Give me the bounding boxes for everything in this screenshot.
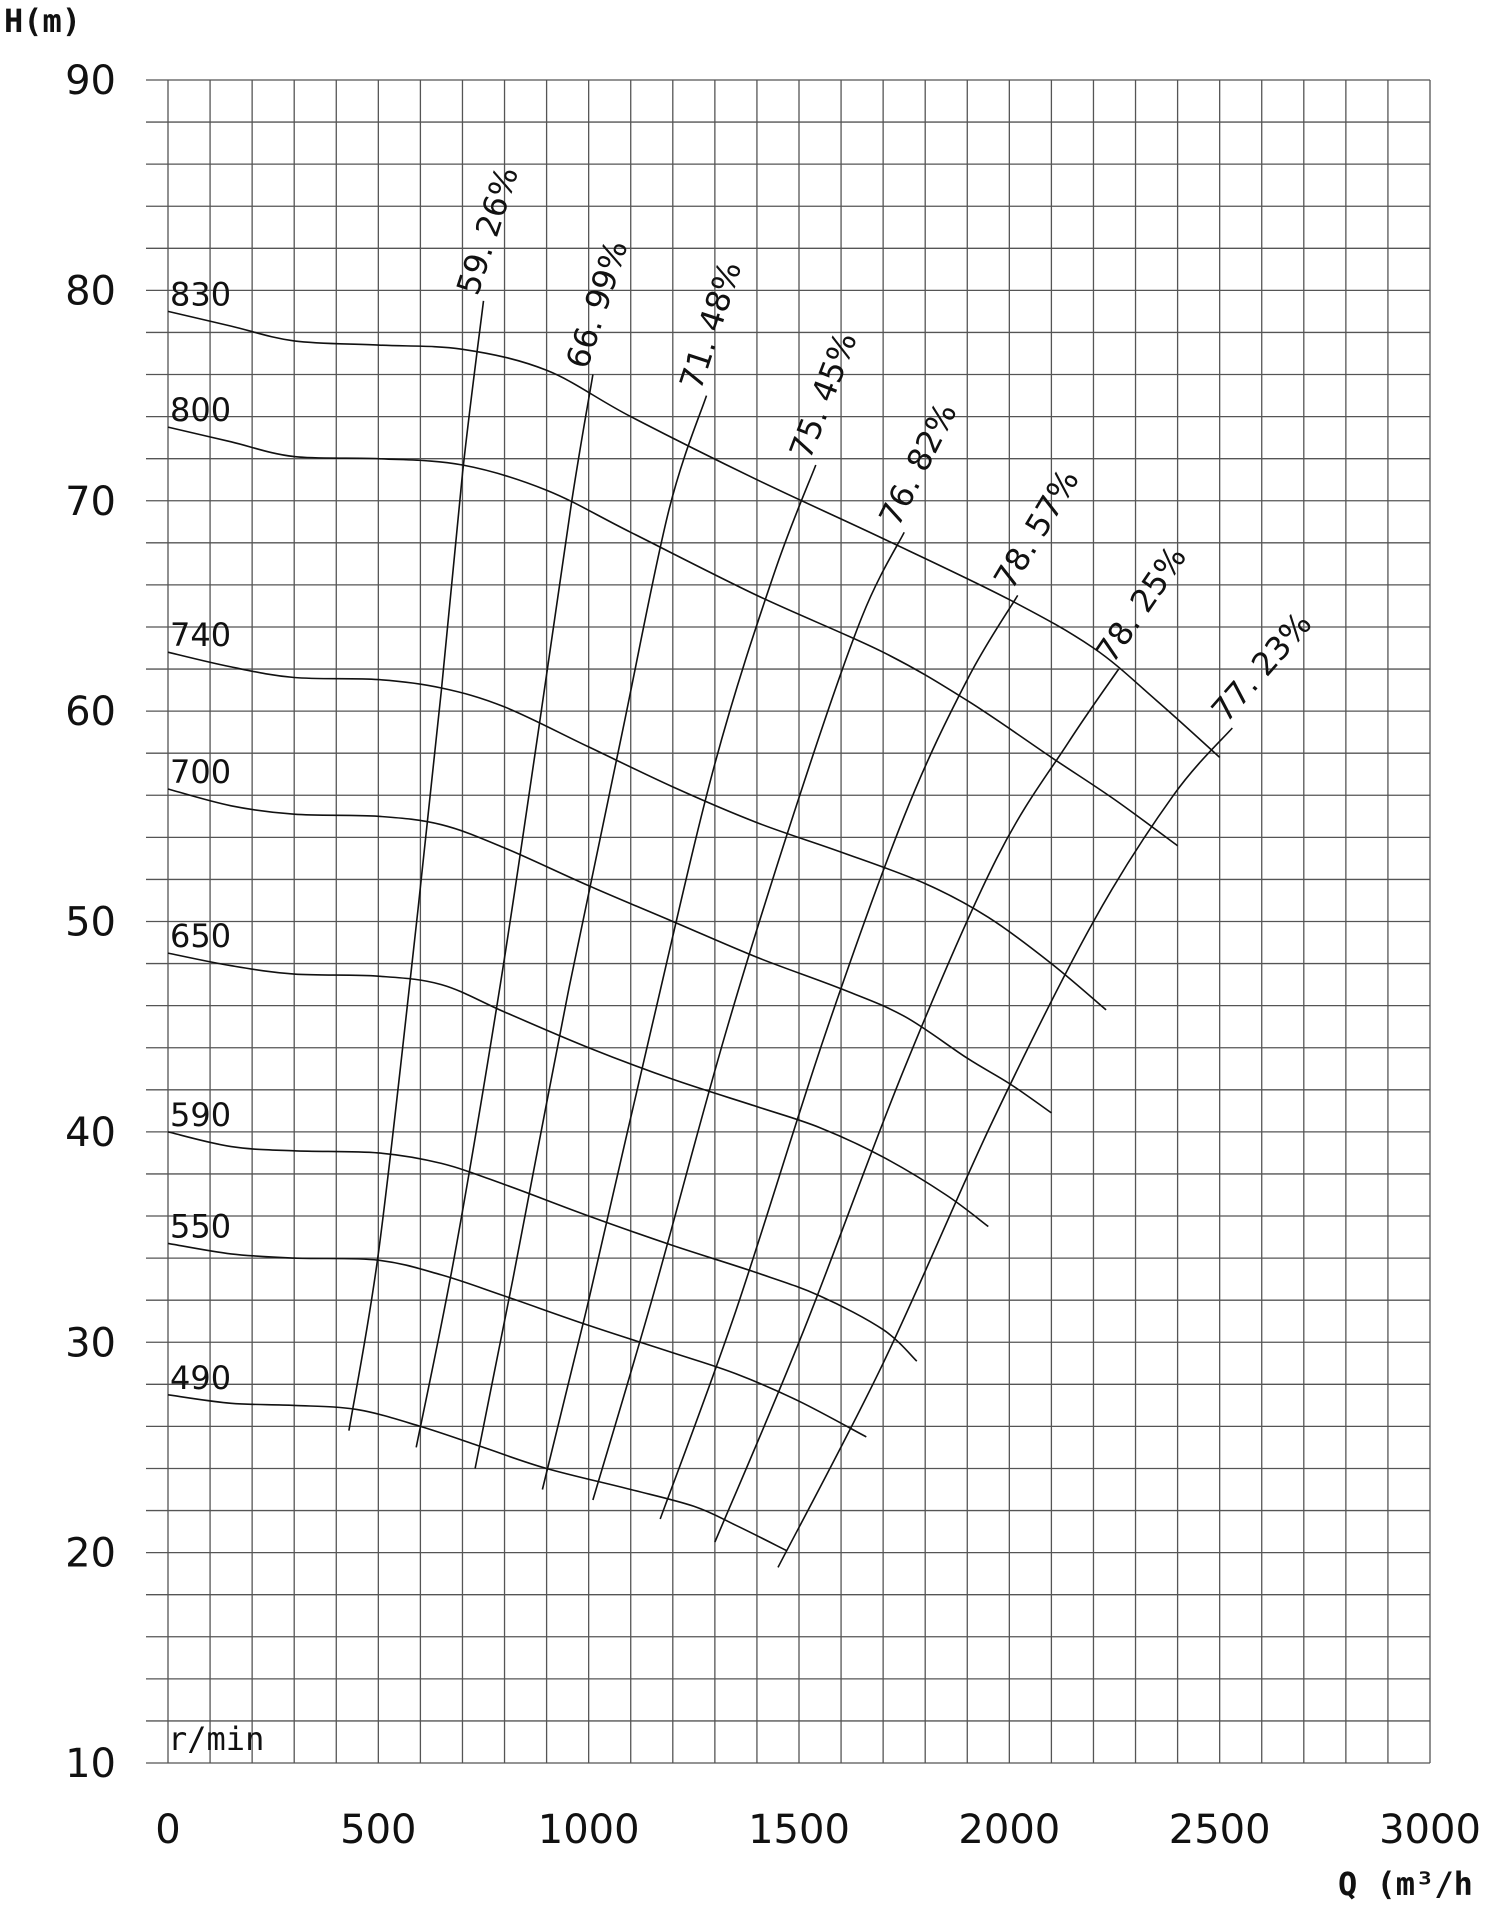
speed-label: 740 [170,616,232,655]
efficiency-curve [593,532,904,1500]
efficiency-curve [660,595,1018,1519]
speed-label: 590 [170,1095,232,1134]
speed-label: 650 [170,917,232,956]
efficiency-label: 76. 82% [871,396,965,532]
efficiency-curve [475,396,706,1469]
efficiency-label: 78. 25% [1087,539,1195,670]
x-axis-ticks [155,1807,1481,1853]
y-tick-label: 20 [65,1530,116,1577]
y-tick-label: 10 [65,1741,116,1787]
x-tick-label: 0 [155,1807,181,1853]
y-tick-label: 50 [65,899,116,946]
y-axis-title: H(m) [4,2,82,40]
speed-unit-label: r/min [168,1720,265,1758]
speed-curve-550 [168,1243,866,1437]
efficiency-label: 59. 26% [448,161,526,300]
efficiency-label: 78. 57% [986,462,1087,596]
speed-curve-490 [168,1395,786,1551]
speed-label: 800 [170,391,232,430]
y-tick-label: 90 [65,58,116,104]
efficiency-curves [349,162,1319,1567]
speed-curves [168,275,1220,1550]
efficiency-label: 66. 99% [558,235,636,374]
x-tick-label: 2000 [958,1807,1061,1853]
y-tick-label: 40 [65,1109,116,1156]
x-axis-title: Q (m³/h [1338,1865,1473,1903]
x-tick-label: 1000 [537,1807,640,1853]
efficiency-label: 77. 23% [1203,604,1320,730]
speed-label: 830 [170,275,232,314]
y-tick-label: 70 [65,478,116,525]
y-tick-label: 60 [65,689,116,736]
speed-curve-740 [168,652,1106,1010]
speed-label: 700 [170,752,232,791]
grid [146,80,1430,1763]
efficiency-label: 71. 48% [671,256,750,395]
efficiency-curve [715,669,1119,1542]
efficiency-curve [542,465,815,1490]
y-tick-label: 30 [65,1320,116,1367]
y-axis-ticks [65,58,116,1787]
efficiency-curve [349,301,484,1431]
x-tick-label: 500 [340,1807,417,1853]
x-tick-label: 3000 [1379,1807,1481,1853]
speed-label: 550 [170,1207,232,1246]
efficiency-label: 75. 45% [781,326,865,464]
x-tick-label: 2500 [1168,1807,1271,1853]
y-tick-label: 80 [65,268,116,315]
speed-label: 490 [170,1358,232,1397]
x-tick-label: 1500 [748,1807,850,1853]
